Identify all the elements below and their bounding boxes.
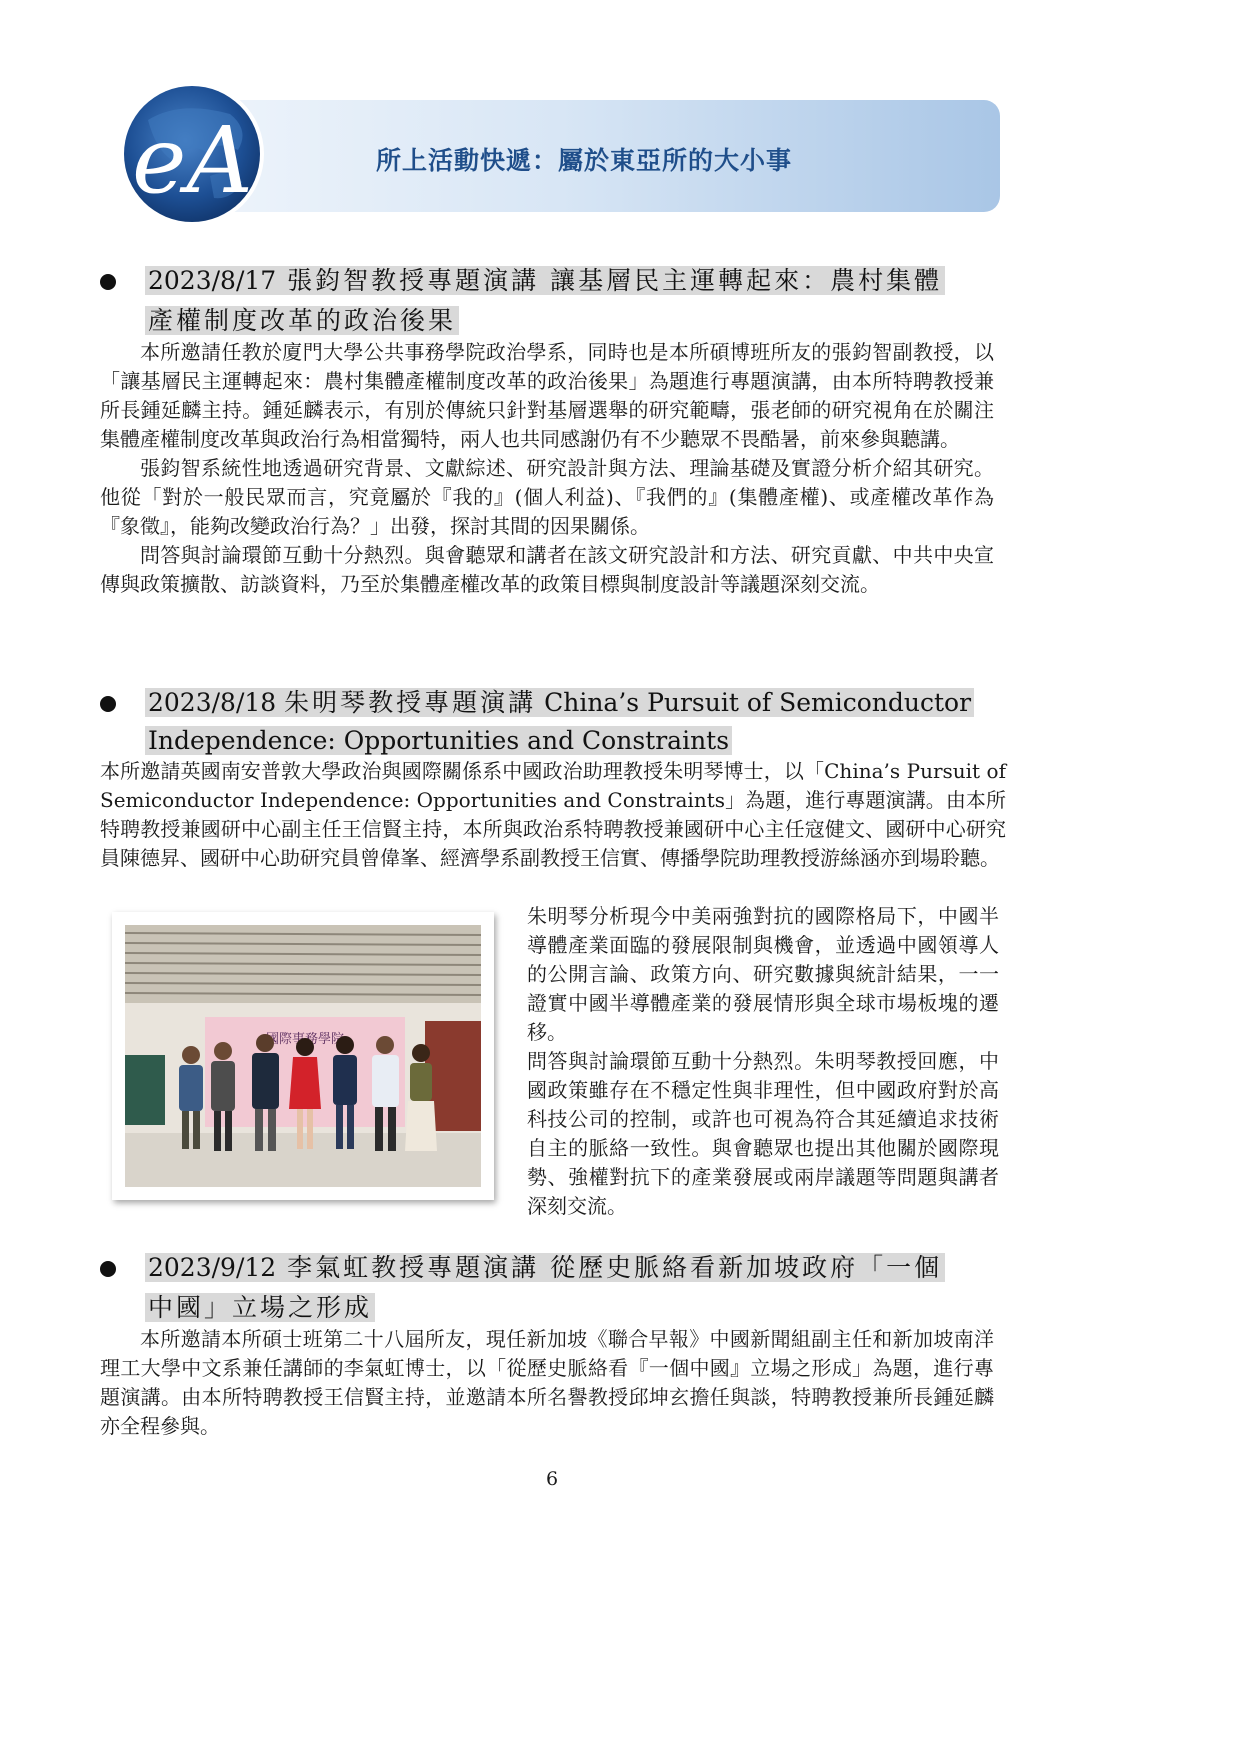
paragraph: 朱明琴分析現今中美兩強對抗的國際格局下，中國半導體產業面臨的發展限制與機會，並透過中國領導人的公開言論、政策方向、研究數據與統計結果，一一證實中國半導體產業的發展情形與全球市場板塊的遷移。	[527, 904, 999, 1044]
event-photo	[112, 912, 494, 1200]
paragraph: 本所邀請任教於廈門大學公共事務學院政治學系，同時也是本所碩博班所友的張鈞智副教授，以「讓基層民主運轉起來：農村集體產權制度改革的政治後果」為題進行專題演講，由本所特聘教授兼所長鍾延麟主持。鍾延麟表示，有別於傳統只針對基層選舉的研究範疇，張老師的研究視角在於關注集體產權制度改革與政治行為相當獨特，兩人也共同感謝仍有不少聽眾不畏酷暑，前來參與聽講。	[100, 340, 994, 451]
page-number: 6	[545, 1468, 559, 1490]
heading-topic-line2: 產權制度改革的政治後果	[145, 306, 459, 335]
heading-speaker: 朱明琴教授專題演講	[284, 688, 537, 717]
heading-line-1	[145, 262, 945, 300]
section-heading-1	[100, 262, 1000, 342]
bullet-icon	[100, 1261, 116, 1277]
heading-date: 2023/8/17	[148, 266, 277, 295]
section-heading-2	[100, 684, 1000, 764]
section-body-2-right	[527, 902, 999, 1221]
heading-topic-line2: Independence: Opportunities and Constraints	[145, 726, 732, 755]
heading-topic-line1: 從歷史脈絡看新加坡政府「一個	[550, 1253, 943, 1282]
heading-line-2	[145, 302, 459, 340]
group-photo-image	[125, 925, 481, 1187]
heading-date: 2023/9/12	[148, 1253, 277, 1282]
section-body-2-intro	[100, 757, 1006, 873]
heading-topic-line1: 讓基層民主運轉起來：農村集體	[550, 266, 943, 295]
paragraph: 問答與討論環節互動十分熱烈。與會聽眾和講者在該文研究設計和方法、研究貢獻、中共中央宣傳與政策擴散、訪談資料，乃至於集體產權改革的政策目標與制度設計等議題深刻交流。	[100, 543, 994, 596]
heading-topic-line2: 中國」立場之形成	[145, 1293, 375, 1322]
heading-line-1	[145, 1249, 945, 1287]
heading-line-1	[145, 684, 974, 722]
heading-date: 2023/8/18	[148, 688, 277, 717]
paragraph: 張鈞智系統性地透過研究背景、文獻綜述、研究設計與方法、理論基礎及實證分析介紹其研究。他從「對於一般民眾而言，究竟屬於『我的』(個人利益)、『我們的』(集體產權)、或產權改革作為『象徵』，能夠改變政治行為？」出發，探討其間的因果關係。	[100, 456, 994, 538]
banner-title: 所上活動快遞：屬於東亞所的大小事	[376, 146, 793, 175]
paragraph: 問答與討論環節互動十分熱烈。朱明琴教授回應，中國政策雖存在不穩定性與非理性，但中國政府對於高科技公司的控制，或許也可視為符合其延續追求技術自主的脈絡一致性。與會聽眾也提出其他關於國際現勢、強權對抗下的產業發展或兩岸議題等問題與講者深刻交流。	[527, 1049, 999, 1218]
bullet-icon	[100, 696, 116, 712]
paragraph: 本所邀請英國南安普敦大學政治與國際關係系中國政治助理教授朱明琴博士，以「China’s Pursuit of Semiconductor Independence: Opportunities and Constraints」為題，進行專題演講。由本所特聘教授兼國研中心副主任王信賢主持，本所與政治系特聘教授兼國研中心主任寇健文、國研中心研究員陳德昇、國研中心助研究員曾偉峯、經濟學系副教授王信實、傳播學院助理教授游絲涵亦到場聆聽。	[100, 759, 1006, 870]
institute-logo	[110, 80, 280, 228]
section-heading-3	[100, 1249, 1000, 1329]
bullet-icon	[100, 274, 116, 290]
section-body-1	[100, 338, 994, 599]
heading-speaker: 張鈞智教授專題演講	[287, 266, 540, 295]
heading-line-2	[145, 722, 732, 760]
section-body-3	[100, 1325, 994, 1441]
paragraph: 本所邀請本所碩士班第二十八屆所友，現任新加坡《聯合早報》中國新聞組副主任和新加坡南洋理工大學中文系兼任講師的李氣虹博士，以「從歷史脈絡看『一個中國』立場之形成」為題，進行專題演講。由本所特聘教授王信賢主持，並邀請本所名譽教授邱坤玄擔任與談，特聘教授兼所長鍾延麟亦全程參與。	[100, 1327, 994, 1438]
heading-line-2	[145, 1289, 375, 1327]
logo-text: eA	[132, 107, 253, 214]
heading-topic-line1: China’s Pursuit of Semiconductor	[544, 688, 972, 717]
heading-speaker: 李氣虹教授專題演講	[287, 1253, 540, 1282]
